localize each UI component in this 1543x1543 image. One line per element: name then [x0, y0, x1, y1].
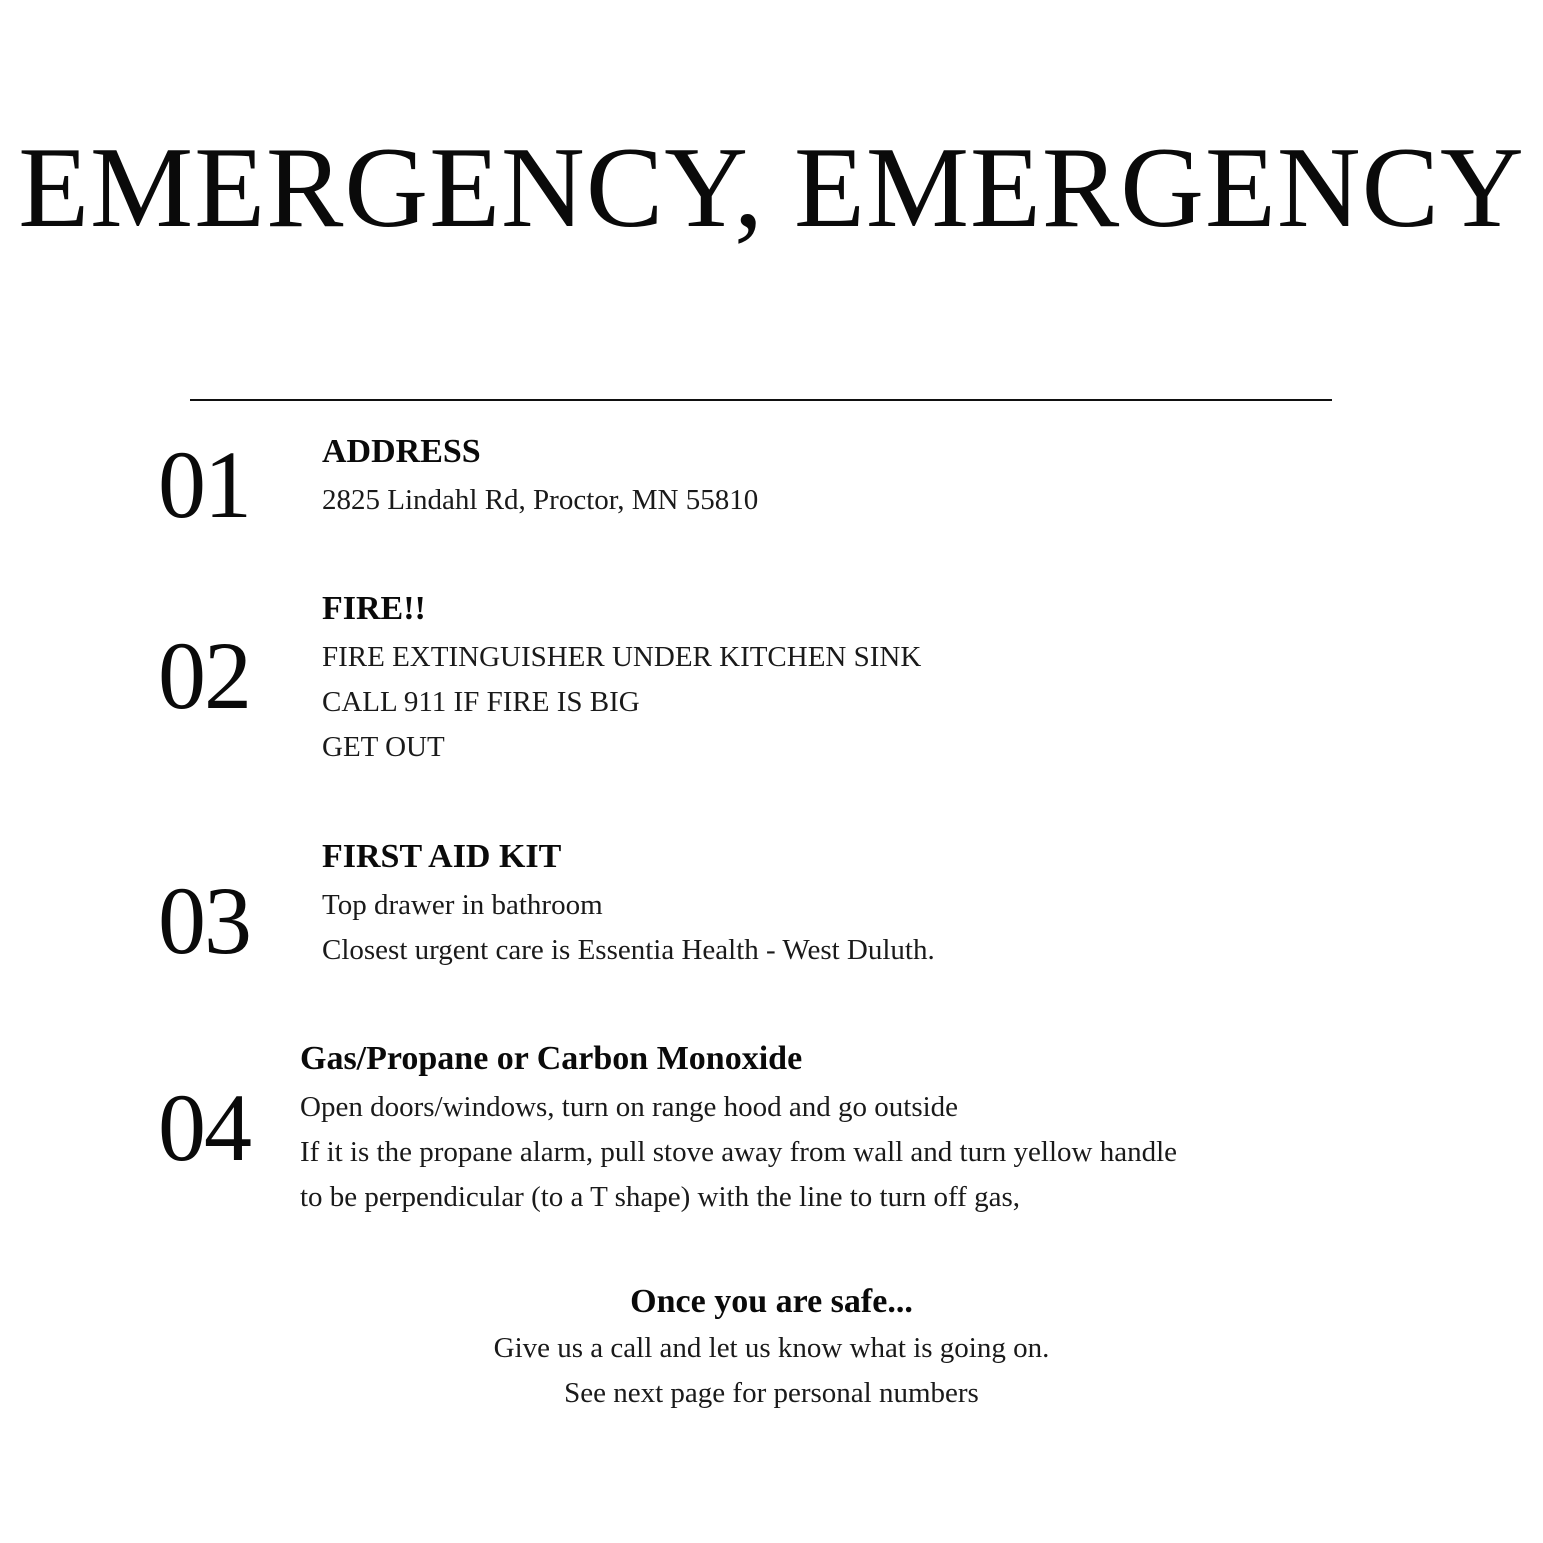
section-heading: FIRE!!	[322, 590, 426, 627]
section-number: 01	[158, 431, 250, 538]
page-title: EMERGENCY, EMERGENCY	[18, 124, 1525, 252]
section-line: CALL 911 IF FIRE IS BIG	[322, 686, 640, 718]
section-line: FIRE EXTINGUISHER UNDER KITCHEN SINK	[322, 641, 922, 673]
section-number: 03	[158, 867, 250, 974]
title-divider	[190, 399, 1332, 401]
section-body	[322, 835, 935, 973]
section-heading: ADDRESS	[322, 433, 481, 470]
section-line: Top drawer in bathroom	[322, 889, 603, 921]
section-line: to be perpendicular (to a T shape) with the line to turn off gas,	[300, 1181, 1020, 1213]
section-body	[322, 430, 758, 523]
footer	[0, 1278, 1543, 1416]
footer-line: See next page for personal numbers	[564, 1377, 979, 1409]
footer-heading: Once you are safe...	[630, 1283, 913, 1320]
section-line: Open doors/windows, turn on range hood and go outside	[300, 1091, 959, 1123]
section-heading: Gas/Propane or Carbon Monoxide	[300, 1040, 803, 1077]
section-line: Closest urgent care is Essentia Health - West Duluth.	[322, 934, 935, 966]
section-body	[300, 1037, 1177, 1220]
section-heading: FIRST AID KIT	[322, 838, 562, 875]
address-text: 2825 Lindahl Rd, Proctor, MN 55810	[322, 484, 759, 516]
section-number: 02	[158, 622, 250, 729]
section-number: 04	[158, 1074, 250, 1181]
footer-line: Give us a call and let us know what is going on.	[493, 1332, 1050, 1364]
section-line: If it is the propane alarm, pull stove away from wall and turn yellow handle	[300, 1136, 1177, 1168]
section-line: GET OUT	[322, 731, 445, 763]
section-body	[322, 587, 921, 770]
